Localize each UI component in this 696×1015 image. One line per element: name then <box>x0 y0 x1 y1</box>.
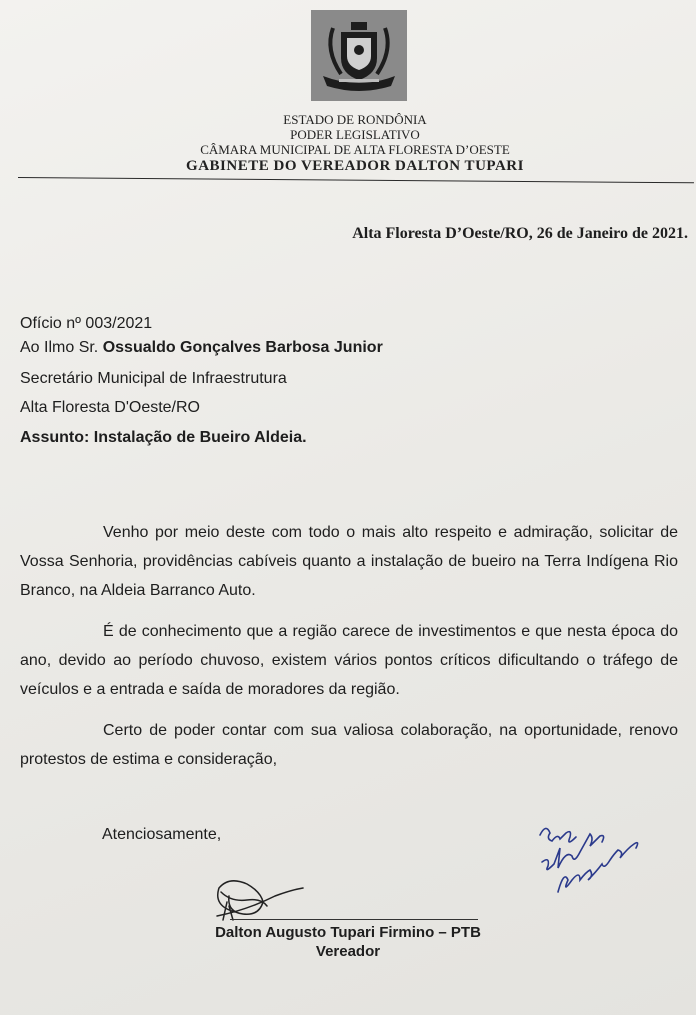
closing-salutation: Atenciosamente, <box>102 826 222 843</box>
oficio-number: Ofício nº 003/2021 <box>20 315 153 332</box>
signature-line <box>230 919 478 920</box>
letterhead-power: PODER LEGISLATIVO <box>290 127 420 142</box>
date-line: Alta Floresta D’Oeste/RO, 26 de Janeiro de 2021. <box>352 225 688 242</box>
signatory-block <box>203 923 493 961</box>
header-divider <box>18 177 694 183</box>
body-paragraph-3: Certo de poder contar com sua valiosa colaboração, na oportunidade, renovo protestos de estima e consideração, <box>20 722 678 768</box>
received-handwritten-note <box>530 790 660 910</box>
subject-line <box>20 428 307 448</box>
body-paragraph-1: Venho por meio deste com todo o mais alto respeito e admiração, solicitar de Vossa Senhoria, providências cabíveis quanto a instalação de bueiro na Terra Indígena Rio Branco, na Aldeia Barranco Auto. <box>20 524 678 599</box>
addressee-name: Ossualdo Gonçalves Barbosa Junior <box>102 339 383 356</box>
letterhead <box>0 112 696 175</box>
letterhead-chamber: CÂMARA MUNICIPAL DE ALTA FLORESTA D’OESTE <box>200 142 510 157</box>
municipal-crest-icon <box>311 10 407 101</box>
addressee-prefix: Ao Ilmo Sr. <box>20 339 99 356</box>
addressee-line <box>20 338 383 358</box>
addressee-position: Secretário Municipal de Infraestrutura <box>20 370 287 387</box>
signatory-name: Dalton Augusto Tupari Firmino – PTB <box>215 924 481 941</box>
subject-text: Assunto: Instalação de Bueiro Aldeia. <box>20 429 307 446</box>
letterhead-state: ESTADO DE RONDÔNIA <box>283 112 427 127</box>
signatory-title: Vereador <box>315 943 381 960</box>
letterhead-cabinet: GABINETE DO VEREADOR DALTON TUPARI <box>186 158 524 174</box>
body-paragraph-2: É de conhecimento que a região carece de investimentos e que nesta época do ano, devido ao período chuvoso, existem vários pontos críticos dificultando o tráfego de veículos e a entrada e saída de moradores da região. <box>20 623 678 698</box>
addressee-city: Alta Floresta D'Oeste/RO <box>20 399 200 416</box>
